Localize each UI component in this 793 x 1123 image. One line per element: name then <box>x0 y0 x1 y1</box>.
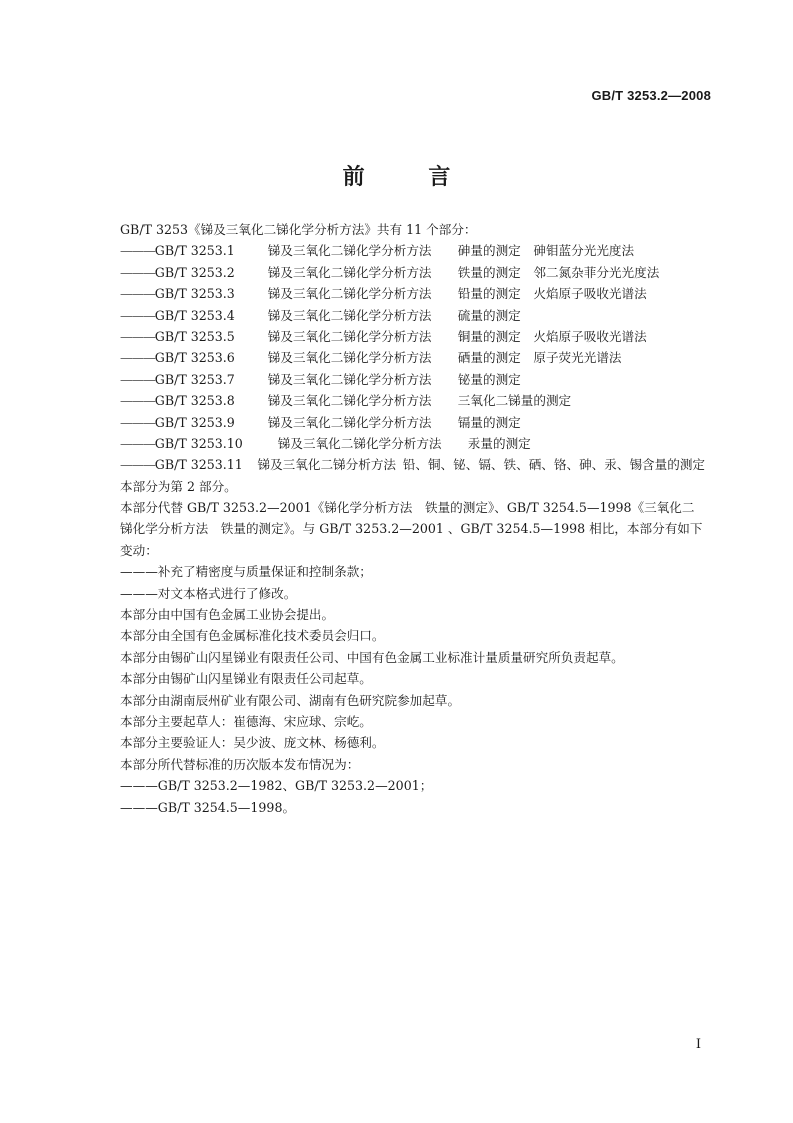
dash: ——— <box>120 307 155 323</box>
change-item: ———补充了精密度与质量保证和控制条款； <box>120 564 372 580</box>
part-code: GB/T 3253.5 <box>154 328 235 344</box>
part-row <box>120 347 705 368</box>
part-row <box>120 412 705 433</box>
part-row <box>120 454 705 475</box>
part-code: GB/T 3253.9 <box>154 414 235 430</box>
part-code: GB/T 3253.6 <box>154 350 235 366</box>
document-body <box>120 219 705 818</box>
part-item: 铅、铜、铋、镉、铁、硒、铬、砷、汞、锡含量的测定 <box>402 457 705 473</box>
part-statement: 本部分为第 2 部分。 <box>120 478 237 494</box>
part-method: 锑及三氧化二锑化学分析方法 <box>267 307 432 323</box>
part-item: 铜量的测定 火焰原子吸收光谱法 <box>457 328 647 344</box>
dash: ——— <box>120 414 155 430</box>
statement-line: 本部分由湖南辰州矿业有限公司、湖南有色研究院参加起草。 <box>120 692 461 708</box>
dash: ——— <box>120 393 155 409</box>
dash: ——— <box>120 350 155 366</box>
paragraph-line: 本部分代替 GB/T 3253.2—2001《锑化学分析方法 铁量的测定》、GB/T 3254.5—1998《三氧化二 <box>120 500 695 516</box>
page-title: 前 言 <box>342 164 479 190</box>
part-code: GB/T 3253.3 <box>154 286 235 302</box>
statement-line: 本部分主要验证人：吴少波、庞文林、杨德利。 <box>120 735 385 751</box>
part-method: 锑及三氧化二锑化学分析方法 <box>267 414 432 430</box>
dash: ——— <box>120 371 155 387</box>
statement-line: 本部分由全国有色金属标准化技术委员会归口。 <box>120 628 385 644</box>
statement-line: 本部分由中国有色金属工业协会提出。 <box>120 607 335 623</box>
part-method: 锑及三氧化二锑化学分析方法 <box>267 350 432 366</box>
part-code: GB/T 3253.8 <box>154 393 235 409</box>
statement-line: 本部分所代替标准的历次版本发布情况为： <box>120 756 360 772</box>
part-code: GB/T 3253.10 <box>154 435 243 451</box>
part-method: 锑及三氧化二锑化学分析方法 <box>267 264 432 280</box>
dash: ——— <box>120 264 155 280</box>
part-row <box>120 305 705 326</box>
statement-line: 本部分主要起草人：崔德海、宋应球、宗屹。 <box>120 713 372 729</box>
part-item: 硫量的测定 <box>457 307 521 323</box>
part-code: GB/T 3253.4 <box>154 307 235 323</box>
part-row <box>120 369 705 390</box>
paragraph-line: 变动： <box>120 542 158 558</box>
intro-line: GB/T 3253《锑及三氧化二锑化学分析方法》共有 11 个部分： <box>120 222 477 237</box>
part-item: 铋量的测定 <box>457 371 521 387</box>
part-code: GB/T 3253.2 <box>154 264 235 280</box>
part-row <box>120 240 705 261</box>
statements-list <box>120 604 705 775</box>
part-method: 锑及三氧化二锑化学分析方法 <box>267 286 432 302</box>
part-row <box>120 283 705 304</box>
part-method: 锑及三氧化二锑化学分析方法 <box>277 435 442 451</box>
part-row <box>120 262 705 283</box>
page-number: I <box>695 1037 701 1052</box>
part-item: 三氧化二锑量的测定 <box>457 393 572 409</box>
dash: ——— <box>120 328 155 344</box>
standard-code: GB/T 3253.2—2008 <box>591 88 711 103</box>
parts-list <box>120 240 705 475</box>
part-row <box>120 326 705 347</box>
part-row <box>120 390 705 411</box>
change-item: ———对文本格式进行了修改。 <box>120 585 297 601</box>
part-code: GB/T 3253.11 <box>154 457 243 473</box>
replaces-paragraph <box>120 497 705 561</box>
part-item: 砷量的测定 砷钼蓝分光光度法 <box>457 243 635 259</box>
part-code: GB/T 3253.1 <box>154 243 235 259</box>
part-item: 汞量的测定 <box>467 435 531 451</box>
part-item: 镉量的测定 <box>457 414 521 430</box>
part-row <box>120 433 705 454</box>
statement-line: 本部分由锡矿山闪星锑业有限责任公司、中国有色金属工业标准计量质量研究所负责起草。 <box>120 649 624 665</box>
part-method: 锑及三氧化二锑分析方法 <box>257 457 396 473</box>
part-method: 锑及三氧化二锑化学分析方法 <box>267 393 432 409</box>
part-code: GB/T 3253.7 <box>154 371 235 387</box>
part-item: 铅量的测定 火焰原子吸收光谱法 <box>457 286 647 302</box>
history-item: ———GB/T 3254.5—1998。 <box>120 799 296 815</box>
dash: ——— <box>120 457 155 473</box>
part-method: 锑及三氧化二锑化学分析方法 <box>267 371 432 387</box>
dash: ——— <box>120 243 155 259</box>
part-method: 锑及三氧化二锑化学分析方法 <box>267 243 432 259</box>
dash: ——— <box>120 435 155 451</box>
changes-list <box>120 561 705 604</box>
part-method: 锑及三氧化二锑化学分析方法 <box>267 328 432 344</box>
history-list <box>120 775 705 818</box>
statement-line: 本部分由锡矿山闪星锑业有限责任公司起草。 <box>120 671 372 687</box>
part-item: 硒量的测定 原子荧光光谱法 <box>457 350 622 366</box>
history-item: ———GB/T 3253.2—1982、GB/T 3253.2—2001； <box>120 778 433 794</box>
dash: ——— <box>120 286 155 302</box>
paragraph-line: 锑化学分析方法 铁量的测定》。与 GB/T 3253.2—2001 、GB/T 3254.5—1998 相比，本部分有如下 <box>120 521 703 537</box>
part-item: 铁量的测定 邻二氮杂菲分光光度法 <box>457 264 660 280</box>
